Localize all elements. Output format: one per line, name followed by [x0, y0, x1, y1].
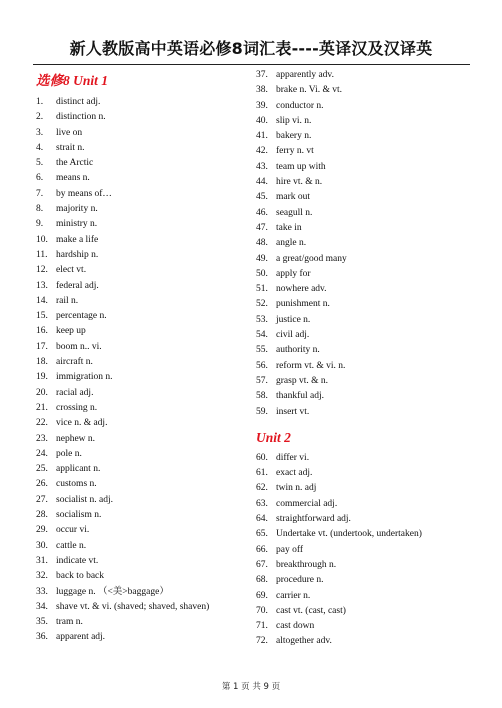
vocab-entry: [36, 156, 251, 171]
entry-text: reform vt. & vi. n.: [276, 360, 346, 371]
entry-text: cast down: [276, 621, 315, 632]
entry-text: elect vt.: [56, 265, 87, 276]
entry-text: the Arctic: [56, 158, 94, 169]
vocab-entry: [256, 573, 471, 588]
entry-text: insert vt.: [276, 406, 310, 417]
entry-text: socialism n.: [56, 510, 102, 521]
vocab-entry: [36, 171, 251, 186]
entry-number: 12.: [36, 265, 48, 276]
entry-text: tram n.: [56, 617, 83, 628]
entry-number: 45.: [256, 192, 268, 203]
vocab-entry: [36, 355, 251, 370]
entry-number: 52.: [256, 299, 268, 310]
entry-number: 16.: [36, 326, 48, 337]
vocab-entry: [36, 324, 251, 339]
entry-text: ferry n. vt: [276, 146, 314, 157]
vocab-entry: [36, 386, 251, 401]
vocab-entry: [256, 328, 471, 343]
vocab-entry: [256, 236, 471, 251]
vocab-entry: [256, 527, 471, 542]
entry-number: 56.: [256, 360, 268, 371]
entry-text: live on: [56, 127, 83, 138]
entry-number: 22.: [36, 418, 48, 429]
entry-text: back to back: [56, 571, 105, 582]
vocab-entry: [256, 543, 471, 558]
entry-number: 63.: [256, 498, 268, 509]
vocab-entry: [36, 217, 251, 232]
entry-text: take in: [276, 222, 302, 233]
entry-number: 8.: [36, 204, 44, 215]
vocab-entry: [36, 141, 251, 156]
vocab-entry: [256, 144, 471, 159]
entry-number: 61.: [256, 468, 268, 479]
entry-text: nephew n.: [56, 433, 96, 444]
vocab-entry: [36, 263, 251, 278]
entry-number: 70.: [256, 605, 268, 616]
vocab-entry: [36, 233, 251, 248]
entry-number: 72.: [256, 636, 268, 647]
entry-text: brake n. Vi. & vt.: [276, 85, 343, 96]
entry-text: customs n.: [56, 479, 97, 490]
vocab-entry: [36, 569, 251, 584]
entry-number: 65.: [256, 529, 268, 540]
page-footer: 第 1 页 共 9 页: [221, 682, 281, 692]
vocab-entry: [256, 252, 471, 267]
vocab-entry: [36, 493, 251, 508]
vocab-entry: [36, 110, 251, 125]
vocab-entry: [256, 83, 471, 98]
vocab-entry: [36, 248, 251, 263]
entry-text: team up with: [276, 161, 326, 172]
entry-text: straightforward adj.: [276, 514, 351, 525]
entry-number: 66.: [256, 544, 268, 555]
entry-text: cast vt. (cast, cast): [276, 605, 346, 616]
entry-number: 37.: [256, 70, 268, 80]
entry-number: 51.: [256, 284, 268, 295]
entry-number: 20.: [36, 387, 48, 398]
vocab-entry: [256, 313, 471, 328]
entry-text: twin n. adj: [276, 483, 317, 494]
entry-number: 38.: [256, 85, 268, 96]
entry-number: 26.: [36, 479, 48, 490]
vocab-entry: [256, 451, 471, 466]
entry-text: Undertake vt. (undertook, undertaken): [276, 529, 422, 540]
entry-text: civil adj.: [276, 330, 310, 341]
entry-number: 35.: [36, 617, 48, 628]
vocab-entry: [36, 539, 251, 554]
vocab-list: [256, 451, 471, 650]
vocab-entry: [36, 294, 251, 309]
vocab-entry: [36, 126, 251, 141]
vocab-entry: [256, 359, 471, 374]
entry-text: socialist n. adj.: [56, 494, 113, 505]
vocab-entry: [256, 343, 471, 358]
vocab-entry: [256, 481, 471, 496]
entry-text: thankful adj.: [276, 391, 325, 402]
vocab-entry: [256, 619, 471, 634]
entry-text: occur vi.: [56, 525, 90, 536]
entry-text: applicant n.: [56, 464, 101, 475]
entry-text: a great/good many: [276, 253, 347, 264]
entry-number: 15.: [36, 311, 48, 322]
title-divider: [33, 64, 470, 65]
entry-number: 28.: [36, 510, 48, 521]
vocab-list: [256, 68, 471, 420]
vocab-entry: [36, 340, 251, 355]
vocab-entry: [256, 282, 471, 297]
entry-text: make a life: [56, 234, 99, 245]
entry-number: 21.: [36, 402, 48, 413]
entry-text: authority n.: [276, 345, 320, 356]
entry-number: 25.: [36, 464, 48, 475]
entry-text: cattle n.: [56, 540, 87, 551]
entry-number: 5.: [36, 158, 44, 169]
entry-number: 43.: [256, 161, 268, 172]
entry-number: 13.: [36, 280, 48, 291]
vocab-entry: [256, 389, 471, 404]
entry-number: 53.: [256, 314, 268, 325]
page-title: 新人教版高中英语必修8词汇表----英译汉及汉译英: [69, 39, 433, 58]
entry-number: 55.: [256, 345, 268, 356]
vocab-entry: [36, 416, 251, 431]
entry-number: 50.: [256, 268, 268, 279]
entry-number: 33.: [36, 586, 48, 597]
vocab-entry: [36, 202, 251, 217]
left-column: [36, 70, 251, 646]
vocab-entry: [256, 160, 471, 175]
entry-text: by means of…: [56, 188, 112, 199]
entry-text: strait n.: [56, 142, 85, 153]
vocab-entry: [256, 175, 471, 190]
vocab-entry: [256, 589, 471, 604]
entry-text: angle n.: [276, 238, 307, 249]
entry-number: 1.: [36, 97, 44, 107]
entry-text: indicate vt.: [56, 555, 99, 566]
entry-text: hardship n.: [56, 249, 99, 260]
vocab-entry: [256, 114, 471, 129]
entry-text: vice n. & adj.: [56, 418, 108, 429]
vocab-entry: [256, 604, 471, 619]
vocab-entry: [256, 99, 471, 114]
entry-number: 18.: [36, 357, 48, 368]
entry-text: punishment n.: [276, 299, 330, 310]
entry-text: carrier n.: [276, 590, 311, 601]
vocab-entry: [36, 95, 251, 110]
entry-text: majority n.: [56, 204, 98, 215]
entry-number: 68.: [256, 575, 268, 586]
entry-text: luggage n. （<美>baggage）: [56, 586, 169, 597]
entry-text: grasp vt. & n.: [276, 375, 328, 386]
entry-number: 17.: [36, 341, 48, 352]
entry-number: 69.: [256, 590, 268, 601]
entry-number: 59.: [256, 406, 268, 417]
entry-number: 40.: [256, 115, 268, 126]
vocab-entry: [256, 497, 471, 512]
vocab-entry: [36, 462, 251, 477]
unit-heading: 选修8 Unit 1: [36, 73, 109, 88]
entry-number: 60.: [256, 452, 268, 463]
entry-text: distinction n.: [56, 112, 106, 123]
entry-number: 71.: [256, 621, 268, 632]
entry-number: 62.: [256, 483, 268, 494]
entry-text: aircraft n.: [56, 357, 93, 368]
entry-text: nowhere adv.: [276, 284, 327, 295]
entry-number: 57.: [256, 375, 268, 386]
vocab-entry: [36, 447, 251, 462]
vocab-entry: [36, 615, 251, 630]
entry-text: shave vt. & vi. (shaved; shaved, shaven): [56, 601, 210, 612]
vocab-entry: [36, 370, 251, 385]
entry-text: racial adj.: [56, 387, 94, 398]
entry-text: bakery n.: [276, 131, 312, 142]
vocab-entry: [256, 558, 471, 573]
entry-number: 3.: [36, 127, 44, 138]
entry-text: pole n.: [56, 448, 82, 459]
vocab-entry: [36, 309, 251, 324]
entry-text: distinct adj.: [56, 97, 101, 107]
entry-number: 10.: [36, 234, 48, 245]
entry-number: 24.: [36, 448, 48, 459]
vocab-entry: [36, 523, 251, 538]
entry-number: 49.: [256, 253, 268, 264]
entry-number: 6.: [36, 173, 44, 184]
entry-number: 54.: [256, 330, 268, 341]
entry-text: altogether adv.: [276, 636, 332, 647]
entry-text: rail n.: [56, 295, 79, 306]
entry-number: 14.: [36, 295, 48, 306]
entry-text: crossing n.: [56, 402, 98, 413]
vocab-entry: [256, 267, 471, 282]
unit-heading: Unit 2: [256, 429, 291, 445]
entry-text: apparent adj.: [56, 632, 106, 643]
vocab-entry: [256, 206, 471, 221]
entry-number: 19.: [36, 372, 48, 383]
entry-number: 41.: [256, 131, 268, 142]
entry-text: percentage n.: [56, 311, 107, 322]
entry-number: 46.: [256, 207, 268, 218]
right-column: [256, 68, 471, 650]
vocab-list: [36, 95, 251, 646]
entry-number: 47.: [256, 222, 268, 233]
vocab-entry: [36, 401, 251, 416]
vocab-entry: [36, 279, 251, 294]
entry-text: mark out: [276, 192, 311, 203]
vocab-entry: [36, 477, 251, 492]
entry-text: pay off: [276, 544, 303, 555]
vocab-entry: [256, 466, 471, 481]
entry-number: 58.: [256, 391, 268, 402]
entry-number: 29.: [36, 525, 48, 536]
entry-text: conductor n.: [276, 100, 324, 111]
entry-number: 36.: [36, 632, 48, 643]
vocab-entry: [36, 600, 251, 615]
entry-number: 32.: [36, 571, 48, 582]
vocab-entry: [36, 432, 251, 447]
entry-text: differ vi.: [276, 452, 310, 463]
entry-text: federal adj.: [56, 280, 99, 291]
vocab-entry: [256, 221, 471, 236]
vocab-entry: [256, 129, 471, 144]
entry-text: boom n.. vi.: [56, 341, 102, 352]
entry-text: immigration n.: [56, 372, 113, 383]
entry-text: keep up: [56, 326, 86, 337]
entry-number: 39.: [256, 100, 268, 111]
vocab-entry: [256, 297, 471, 312]
entry-number: 9.: [36, 219, 44, 230]
vocab-entry: [256, 405, 471, 420]
entry-text: slip vi. n.: [276, 115, 312, 126]
vocab-entry: [36, 585, 251, 600]
entry-text: procedure n.: [276, 575, 324, 586]
entry-number: 4.: [36, 142, 44, 153]
entry-text: seagull n.: [276, 207, 313, 218]
entry-number: 7.: [36, 188, 44, 199]
entry-number: 27.: [36, 494, 48, 505]
entry-number: 42.: [256, 146, 268, 157]
entry-number: 31.: [36, 555, 48, 566]
entry-text: justice n.: [276, 314, 311, 325]
vocab-entry: [256, 634, 471, 649]
vocab-entry: [36, 508, 251, 523]
entry-text: ministry n.: [56, 219, 98, 230]
vocab-entry: [36, 554, 251, 569]
entry-number: 44.: [256, 177, 268, 188]
entry-number: 67.: [256, 559, 268, 570]
entry-text: apparently adv.: [276, 70, 334, 80]
vocab-entry: [256, 190, 471, 205]
vocab-entry: [256, 512, 471, 527]
entry-number: 2.: [36, 112, 44, 123]
entry-text: means n.: [56, 173, 90, 184]
entry-number: 30.: [36, 540, 48, 551]
vocab-entry: [36, 630, 251, 645]
entry-text: breakthrough n.: [276, 559, 337, 570]
vocab-entry: [256, 68, 471, 83]
entry-number: 11.: [36, 249, 48, 260]
vocab-entry: [256, 374, 471, 389]
entry-number: 34.: [36, 601, 48, 612]
vocab-entry: [36, 187, 251, 202]
entry-text: exact adj.: [276, 468, 313, 479]
entry-number: 23.: [36, 433, 48, 444]
entry-number: 48.: [256, 238, 268, 249]
entry-text: commercial adj.: [276, 498, 338, 509]
entry-text: hire vt. & n.: [276, 177, 323, 188]
entry-text: apply for: [276, 268, 311, 279]
entry-number: 64.: [256, 514, 268, 525]
